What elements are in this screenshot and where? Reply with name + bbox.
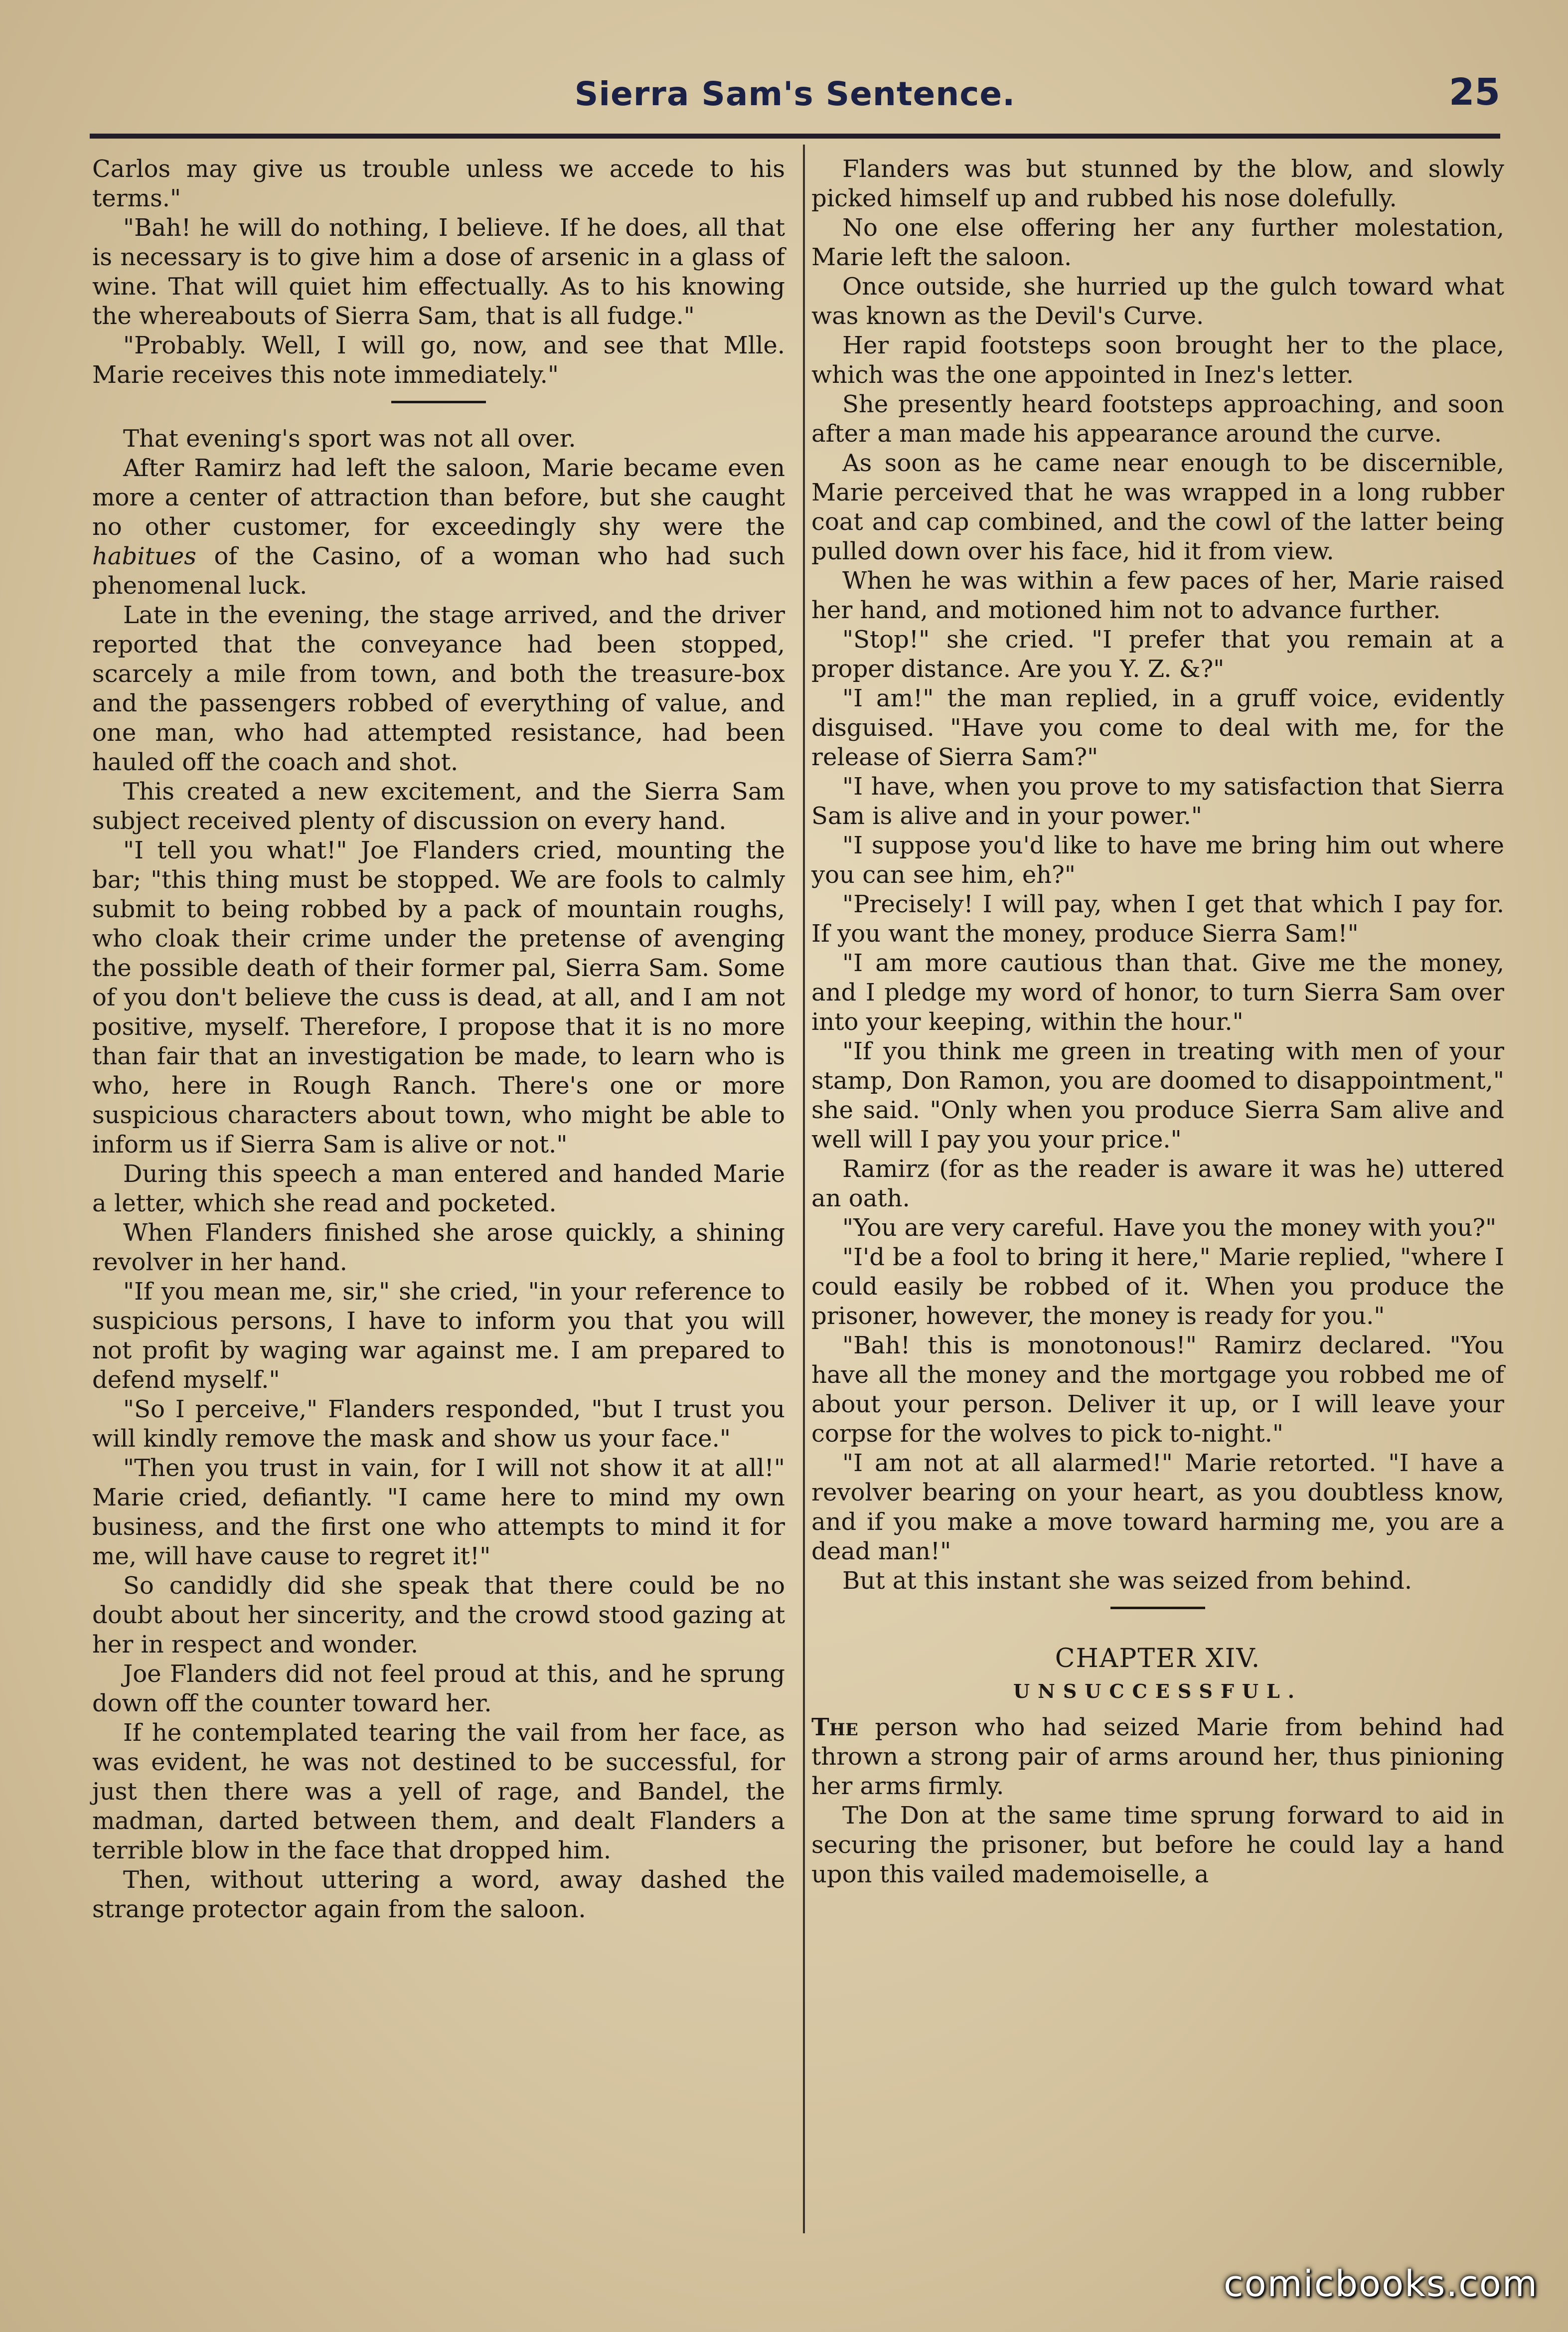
paragraph: "I am more cautious than that. Give me the money, and I pledge my word of honor, to turn Sierra Sam over into your keeping, within the hour.": [811, 949, 1504, 1036]
paragraph: Once outside, she hurried up the gulch toward what was known as the Devil's Curve.: [811, 273, 1504, 330]
paragraph: If he contemplated tearing the vail from her face, as was evident, he was not destined to be successful, for just then there was a yell of rage, and Bandel, the madman, darted between them, and dealt Flanders a terrible blow in the face that dropped him.: [92, 1719, 785, 1864]
paragraph: Joe Flanders did not feel proud at this, and he sprung down off the counter toward her.: [92, 1660, 785, 1717]
paragraph: "So I perceive," Flanders responded, "but I trust you will kindly remove the mask and show us your face.": [92, 1395, 785, 1453]
italic-word: habitues: [92, 542, 196, 570]
paragraph: Late in the evening, the stage arrived, and the driver reported that the conveyance had been stopped, scarcely a mile from town, and both the treasure-box and the passengers robbed of everything of value, and one man, who had attempted resistance, had been hauled off the coach and shot.: [92, 601, 785, 776]
paragraph: "I have, when you prove to my satisfaction that Sierra Sam is alive and in your power.": [811, 773, 1504, 830]
running-title: Sierra Sam's Sentence.: [574, 75, 1016, 113]
paragraph: [811, 1713, 1504, 1801]
paragraph: So candidly did she speak that there could be no doubt about her sincerity, and the crowd stood gazing at her in respect and wonder.: [92, 1572, 785, 1659]
paragraph: "Bah! this is monotonous!" Ramirz declared. "You have all the money and the mortgage you robbed me of about your person. Deliver it up, or I will leave your corpse for the wolves to pick to-night.": [811, 1332, 1504, 1448]
paragraph-text: After Ramirz had left the saloon, Marie became even more a center of attraction than before, but she caught no other customer, for exceedingly shy were the: [92, 454, 785, 541]
paragraph: "I'd be a fool to bring it here," Marie replied, "where I could easily be robbed of it. When you produce the prisoner, however, the money is ready for you.": [811, 1243, 1504, 1330]
paragraph: "I tell you what!" Joe Flanders cried, mounting the bar; "this thing must be stopped. We are fools to calmly submit to being robbed by a pack of mountain roughs, who cloak their crime under the pretense of avenging the possible death of their former pal, Sierra Sam. Some of you don't believe the cuss is dead, at all, and I am not positive, myself. Therefore, I propose that it is no more than fair that an investigation be made, to learn who is who, here in Rough Ranch. There's one or more suspicious characters about town, who might be able to inform us if Sierra Sam is alive or not.": [92, 836, 785, 1159]
paragraph: The Don at the same time sprung forward to aid in securing the prisoner, but before he could lay a hand upon this vailed mademoiselle, a: [811, 1802, 1504, 1888]
paragraph: No one else offering her any further molestation, Marie left the saloon.: [811, 214, 1504, 271]
paragraph: "You are very careful. Have you the money with you?": [842, 1214, 1497, 1242]
running-header: [90, 65, 1500, 130]
paragraph: When Flanders finished she arose quickly, a shining revolver in her hand.: [92, 1219, 785, 1276]
paragraph: Then, without uttering a word, away dashed the strange protector again from the saloon.: [92, 1866, 785, 1923]
paragraph: Her rapid footsteps soon brought her to the place, which was the one appointed in Inez's letter.: [811, 332, 1504, 389]
paragraph: Flanders was but stunned by the blow, and slowly picked himself up and rubbed his nose dolefully.: [811, 155, 1504, 212]
paragraph: When he was within a few paces of her, Marie raised her hand, and motioned him not to advance further.: [811, 567, 1504, 624]
chapter-subtitle: UNSUCCESSFUL.: [1013, 1680, 1303, 1702]
paragraph: But at this instant she was seized from behind.: [842, 1567, 1412, 1595]
column-divider: [803, 145, 805, 2233]
paragraph: "If you think me green in treating with men of your stamp, Don Ramon, you are doomed to disappointment," she said. "Only when you produce Sierra Sam alive and well will I pay you your price.": [811, 1037, 1504, 1154]
paragraph: Carlos may give us trouble unless we accede to his terms.": [92, 155, 785, 212]
paragraph: "Bah! he will do nothing, I believe. If he does, all that is necessary is to give him a dose of arsenic in a glass of wine. That will quiet him effectually. As to his knowing the whereabouts of Sierra Sam, that is all fudge.": [92, 214, 785, 330]
paragraph-text: person who had seized Marie from behind had thrown a strong pair of arms around her, thus pinioning her arms firmly.: [811, 1713, 1504, 1800]
paragraph: "Probably. Well, I will go, now, and see that Mlle. Marie receives this note immediately.": [92, 332, 785, 389]
left-column: [92, 155, 785, 1924]
paragraph: As soon as he came near enough to be discernible, Marie perceived that he was wrapped in a long rubber coat and cap combined, and the cowl of the latter being pulled down over his face, hid it from view.: [811, 449, 1504, 565]
header-rule: [90, 134, 1500, 139]
paragraph: "I am!" the man replied, in a gruff voice, evidently disguised. "Have you come to deal with me, for the release of Sierra Sam?": [811, 684, 1504, 771]
page-number: 25: [1449, 71, 1500, 114]
section-separator: [391, 401, 486, 403]
lead-word: The: [811, 1713, 858, 1741]
paragraph: "Stop!" she cried. "I prefer that you remain at a proper distance. Are you Y. Z. &?": [811, 626, 1504, 683]
paragraph: During this speech a man entered and handed Marie a letter, which she read and pocketed.: [92, 1160, 785, 1217]
paragraph: That evening's sport was not all over.: [123, 425, 576, 453]
paragraph: "Precisely! I will pay, when I get that which I pay for. If you want the money, produce Sierra Sam!": [811, 890, 1504, 948]
paragraph: "I suppose you'd like to have me bring him out where you can see him, eh?": [811, 832, 1504, 889]
chapter-title: CHAPTER XIV.: [1055, 1644, 1261, 1673]
paragraph: "I am not at all alarmed!" Marie retorted. "I have a revolver bearing on your heart, as you doubtless know, and if you make a move toward harming me, you are a dead man!": [811, 1449, 1504, 1565]
section-separator: [1110, 1607, 1205, 1609]
paragraph: This created a new excitement, and the Sierra Sam subject received plenty of discussion on every hand.: [92, 778, 785, 835]
right-column: [811, 155, 1504, 1889]
paragraph: [92, 454, 785, 601]
paragraph: "If you mean me, sir," she cried, "in your reference to suspicious persons, I have to inform you that you will not profit by waging war against me. I am prepared to defend myself.": [92, 1278, 785, 1394]
site-watermark: comicbooks.com: [1223, 2263, 1538, 2305]
paragraph-text: of the Casino, of a woman who had such phenomenal luck.: [92, 542, 785, 600]
paragraph: "Then you trust in vain, for I will not show it at all!" Marie cried, defiantly. "I came here to mind my own business, and the first one who attempts to mind it for me, will have cause to regret it!": [92, 1454, 785, 1570]
paragraph: Ramirz (for as the reader is aware it was he) uttered an oath.: [811, 1155, 1504, 1212]
paragraph: She presently heard footsteps approaching, and soon after a man made his appearance around the curve.: [811, 390, 1504, 448]
